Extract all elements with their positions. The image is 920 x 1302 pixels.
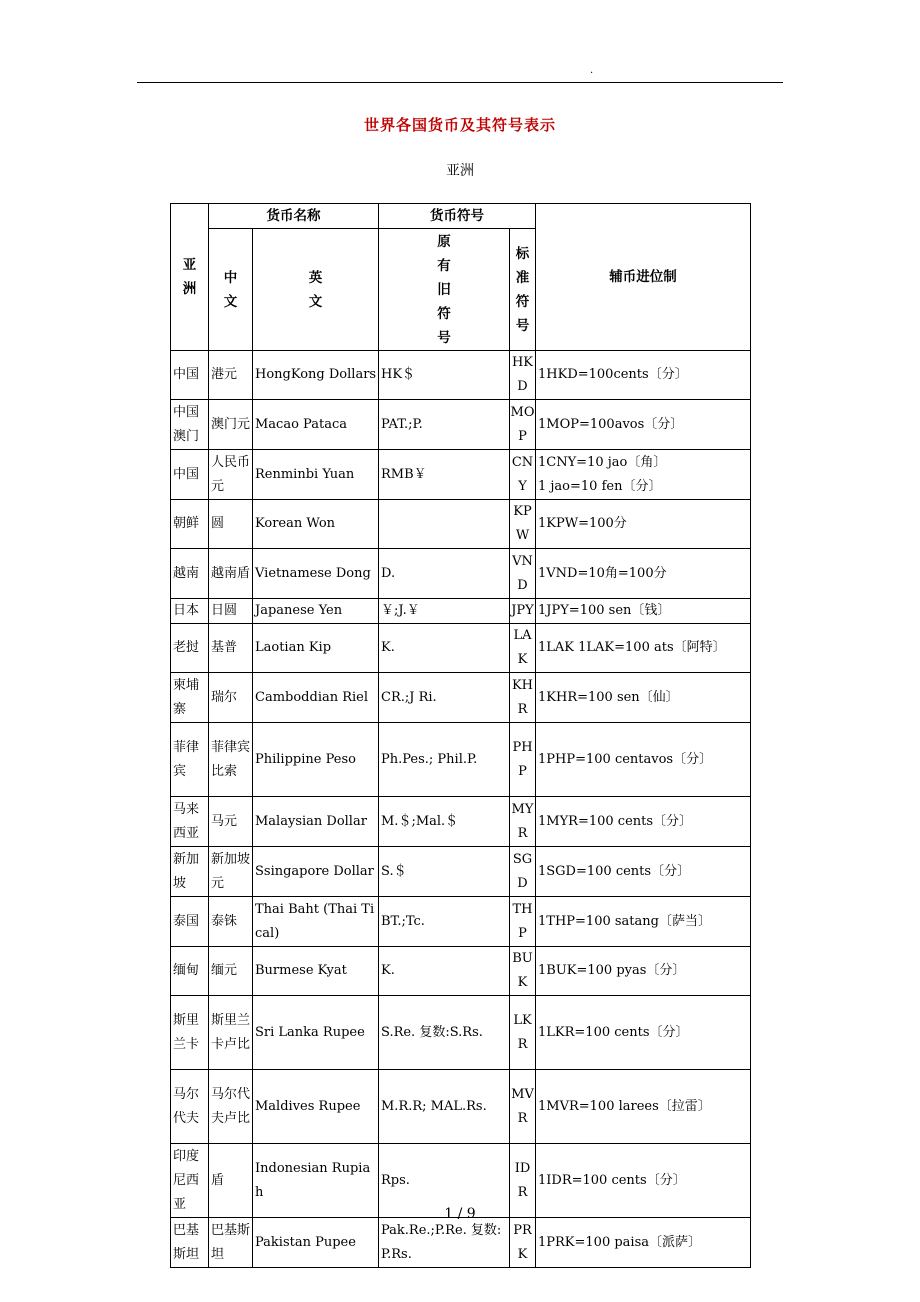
standard-symbol-cell: VND — [510, 549, 536, 599]
standard-symbol-cell: THP — [510, 897, 536, 947]
standard-symbol-cell: MVR — [510, 1070, 536, 1144]
subunit-cell: 1LAK 1LAK=100 ats〔阿特〕 — [536, 624, 751, 673]
country-cell: 老挝 — [171, 624, 209, 673]
standard-symbol-cell: PHP — [510, 723, 536, 797]
region-header: 亚洲 — [171, 204, 209, 351]
country-cell: 日本 — [171, 599, 209, 624]
document-title: 世界各国货币及其符号表示 — [363, 116, 556, 134]
chinese-name-cell: 马尔代夫卢比 — [209, 1070, 253, 1144]
page-number: 1 / 9 — [444, 1206, 476, 1222]
subunit-cell: 1IDR=100 cents〔分〕 — [536, 1144, 751, 1218]
country-cell: 泰国 — [171, 897, 209, 947]
old-symbol-cell: K. — [379, 947, 510, 996]
subunit-cell: 1KPW=100分 — [536, 500, 751, 549]
chinese-name-cell: 盾 — [209, 1144, 253, 1218]
country-cell: 越南 — [171, 549, 209, 599]
country-cell: 巴基斯坦 — [171, 1218, 209, 1268]
old-symbol-cell: ￥;J.￥ — [379, 599, 510, 624]
standard-symbol-cell: MYR — [510, 797, 536, 847]
table-row — [171, 599, 751, 624]
chinese-name-header: 中文 — [209, 229, 253, 351]
chinese-name-cell: 日圆 — [209, 599, 253, 624]
table-row — [171, 847, 751, 897]
old-symbol-cell: S.＄ — [379, 847, 510, 897]
currency-symbol-header: 货币符号 — [379, 204, 536, 229]
table-row — [171, 450, 751, 500]
old-symbol-cell: M.R.R; MAL.Rs. — [379, 1070, 510, 1144]
old-symbol-cell: CR.;J Ri. — [379, 673, 510, 723]
english-name-cell: Japanese Yen — [253, 599, 379, 624]
old-symbol-cell: M.＄;Mal.＄ — [379, 797, 510, 847]
old-symbol-cell: RMB￥ — [379, 450, 510, 500]
table-row — [171, 500, 751, 549]
old-symbol-cell: HK＄ — [379, 351, 510, 400]
old-symbol-cell: Pak.Re.;P.Re. 复数:P.Rs. — [379, 1218, 510, 1268]
chinese-name-cell: 泰铢 — [209, 897, 253, 947]
english-name-cell: Burmese Kyat — [253, 947, 379, 996]
chinese-name-cell: 人民币元 — [209, 450, 253, 500]
subunit-cell: 1HKD=100cents〔分〕 — [536, 351, 751, 400]
table-row — [171, 351, 751, 400]
standard-symbol-cell: KPW — [510, 500, 536, 549]
table-row — [171, 624, 751, 673]
subunit-cell: 1LKR=100 cents〔分〕 — [536, 996, 751, 1070]
subunit-cell: 1VND=10角=100分 — [536, 549, 751, 599]
header-dot: . — [590, 65, 594, 76]
chinese-name-cell: 瑞尔 — [209, 673, 253, 723]
country-cell: 马尔代夫 — [171, 1070, 209, 1144]
chinese-name-cell: 缅元 — [209, 947, 253, 996]
subunit-cell: 1PHP=100 centavos〔分〕 — [536, 723, 751, 797]
standard-symbol-cell: HKD — [510, 351, 536, 400]
english-name-cell: Renminbi Yuan — [253, 450, 379, 500]
old-symbol-cell: PAT.;P. — [379, 400, 510, 450]
english-name-cell: Laotian Kip — [253, 624, 379, 673]
chinese-name-cell: 基普 — [209, 624, 253, 673]
subunit-cell: 1MOP=100avos〔分〕 — [536, 400, 751, 450]
subunit-cell: 1CNY=10 jao〔角〕 1 jao=10 fen〔分〕 — [536, 450, 751, 500]
table-row — [171, 723, 751, 797]
currency-table — [170, 203, 751, 1268]
english-name-cell: HongKong Dollars — [253, 351, 379, 400]
chinese-name-cell: 马元 — [209, 797, 253, 847]
standard-symbol-cell: LAK — [510, 624, 536, 673]
subunit-cell: 1MYR=100 cents〔分〕 — [536, 797, 751, 847]
country-cell: 印度尼西亚 — [171, 1144, 209, 1218]
standard-symbol-cell: IDR — [510, 1144, 536, 1218]
country-cell: 中国 — [171, 351, 209, 400]
table-row — [171, 1070, 751, 1144]
english-name-cell: Vietnamese Dong — [253, 549, 379, 599]
currency-name-header: 货币名称 — [209, 204, 379, 229]
table-row — [171, 549, 751, 599]
table-row — [171, 400, 751, 450]
subunit-cell: 1PRK=100 paisa〔派萨〕 — [536, 1218, 751, 1268]
english-name-cell: Philippine Peso — [253, 723, 379, 797]
standard-symbol-cell: PRK — [510, 1218, 536, 1268]
subunit-cell: 1THP=100 satang〔萨当〕 — [536, 897, 751, 947]
old-symbol-cell: Ph.Pes.; Phil.P. — [379, 723, 510, 797]
standard-symbol-cell: LKR — [510, 996, 536, 1070]
country-cell: 缅甸 — [171, 947, 209, 996]
subunit-cell: 1MVR=100 larees〔拉雷〕 — [536, 1070, 751, 1144]
standard-symbol-cell: MOP — [510, 400, 536, 450]
header-rule — [137, 82, 783, 83]
subunit-cell: 1JPY=100 sen〔钱〕 — [536, 599, 751, 624]
standard-symbol-header: 标准符号 — [510, 229, 536, 351]
old-symbol-cell: BT.;Tc. — [379, 897, 510, 947]
standard-symbol-cell: JPY — [510, 599, 536, 624]
english-name-cell: Indonesian Rupiah — [253, 1144, 379, 1218]
chinese-name-cell: 菲律宾比索 — [209, 723, 253, 797]
english-name-cell: Sri Lanka Rupee — [253, 996, 379, 1070]
subunit-cell: 1KHR=100 sen〔仙〕 — [536, 673, 751, 723]
standard-symbol-cell: CNY — [510, 450, 536, 500]
standard-symbol-cell: BUK — [510, 947, 536, 996]
chinese-name-cell: 新加坡元 — [209, 847, 253, 897]
country-cell: 中国 — [171, 450, 209, 500]
subunit-cell: 1BUK=100 pyas〔分〕 — [536, 947, 751, 996]
table-row — [171, 797, 751, 847]
old-symbol-cell: Rps. — [379, 1144, 510, 1218]
country-cell: 柬埔寨 — [171, 673, 209, 723]
standard-symbol-cell: KHR — [510, 673, 536, 723]
chinese-name-cell: 巴基斯坦 — [209, 1218, 253, 1268]
country-cell: 朝鲜 — [171, 500, 209, 549]
english-name-cell: Macao Pataca — [253, 400, 379, 450]
country-cell: 菲律宾 — [171, 723, 209, 797]
subunit-header: 辅币进位制 — [536, 204, 751, 351]
english-name-cell: Korean Won — [253, 500, 379, 549]
english-name-cell: Pakistan Pupee — [253, 1218, 379, 1268]
english-name-cell: Ssingapore Dollar — [253, 847, 379, 897]
old-symbol-header: 原有旧符号 — [379, 229, 510, 351]
english-name-cell: Malaysian Dollar — [253, 797, 379, 847]
country-cell: 新加坡 — [171, 847, 209, 897]
standard-symbol-cell: SGD — [510, 847, 536, 897]
old-symbol-cell: D. — [379, 549, 510, 599]
table-row — [171, 897, 751, 947]
old-symbol-cell — [379, 500, 510, 549]
english-name-cell: Maldives Rupee — [253, 1070, 379, 1144]
chinese-name-cell: 斯里兰卡卢比 — [209, 996, 253, 1070]
old-symbol-cell: S.Re. 复数:S.Rs. — [379, 996, 510, 1070]
country-cell: 中国澳门 — [171, 400, 209, 450]
subunit-cell: 1SGD=100 cents〔分〕 — [536, 847, 751, 897]
table-row — [171, 1218, 751, 1268]
table-row — [171, 947, 751, 996]
section-title: 亚洲 — [446, 163, 474, 179]
chinese-name-cell: 澳门元 — [209, 400, 253, 450]
old-symbol-cell: K. — [379, 624, 510, 673]
chinese-name-cell: 越南盾 — [209, 549, 253, 599]
country-cell: 马来西亚 — [171, 797, 209, 847]
english-name-cell: Camboddian Riel — [253, 673, 379, 723]
chinese-name-cell: 港元 — [209, 351, 253, 400]
chinese-name-cell: 圆 — [209, 500, 253, 549]
table-row — [171, 673, 751, 723]
table-row — [171, 996, 751, 1070]
country-cell: 斯里兰卡 — [171, 996, 209, 1070]
english-name-cell: Thai Baht (Thai Tical) — [253, 897, 379, 947]
english-name-header: 英文 — [253, 229, 379, 351]
